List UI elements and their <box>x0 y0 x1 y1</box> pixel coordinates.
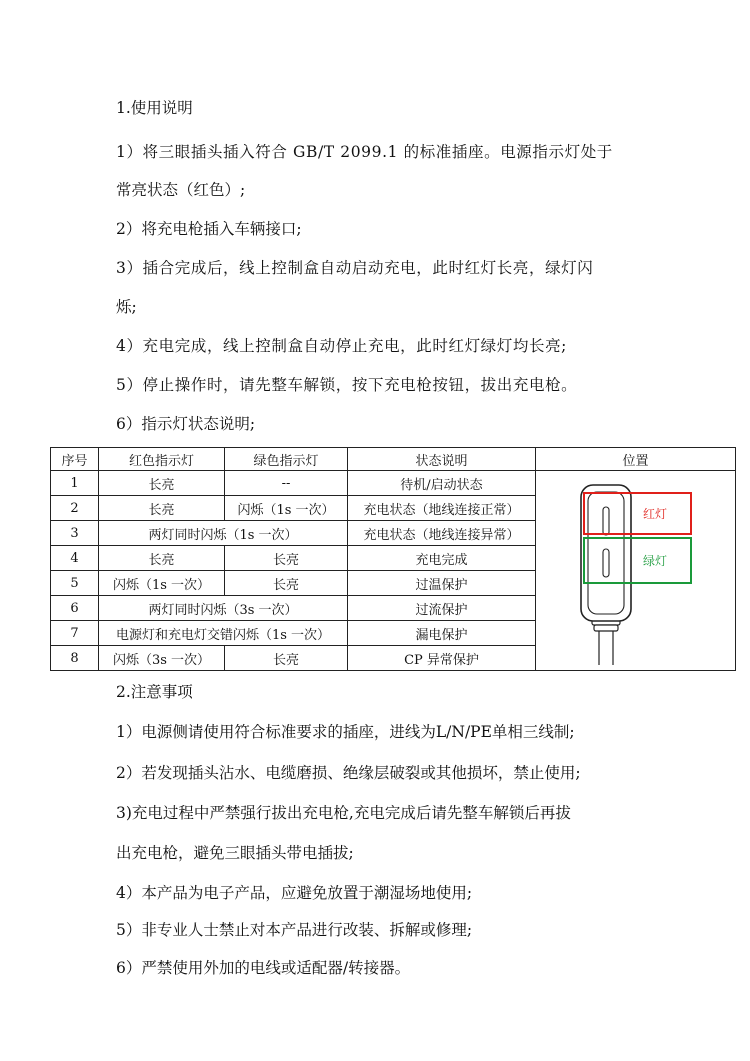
instruction-line: 常亮状态（红色）; <box>116 181 246 199</box>
cell-status: 过流保护 <box>348 596 536 621</box>
cell-no: 5 <box>51 571 99 596</box>
cell-status: 充电完成 <box>348 546 536 571</box>
cell-red: 闪烁（1s 一次） <box>99 571 225 596</box>
red-light-slot <box>603 507 609 535</box>
instruction-line: 5）停止操作时，请先整车解锁，按下充电枪按钮，拔出充电枪。 <box>116 376 578 394</box>
section1-title: 1.使用说明 <box>116 99 193 117</box>
instruction-line: 6）指示灯状态说明; <box>116 415 256 433</box>
cell-status: CP 异常保护 <box>348 646 536 671</box>
header-red: 红色指示灯 <box>99 448 225 471</box>
cell-green: 闪烁（1s 一次） <box>225 496 348 521</box>
cell-green: 长亮 <box>225 571 348 596</box>
cell-red: 闪烁（3s 一次） <box>99 646 225 671</box>
cell-no: 1 <box>51 471 99 496</box>
header-no: 序号 <box>51 448 99 471</box>
notice-line: 6）严禁使用外加的电线或适配器/转接器。 <box>116 959 411 977</box>
header-status: 状态说明 <box>348 448 536 471</box>
cell-no: 7 <box>51 621 99 646</box>
cell-status: 充电状态（地线连接异常） <box>348 521 536 546</box>
table-header-row <box>51 448 736 471</box>
indicator-status-table <box>50 447 736 671</box>
notice-line: 4）本产品为电子产品，应避免放置于潮湿场地使用; <box>116 884 473 902</box>
header-green: 绿色指示灯 <box>225 448 348 471</box>
cell-red: 长亮 <box>99 496 225 521</box>
green-light-label: 绿灯 <box>642 553 667 568</box>
cell-green: 长亮 <box>225 546 348 571</box>
instruction-line: 4）充电完成，线上控制盒自动停止充电，此时红灯绿灯均长亮; <box>116 337 567 355</box>
cell-red: 长亮 <box>99 471 225 496</box>
cell-no: 8 <box>51 646 99 671</box>
cell-status: 充电状态（地线连接正常） <box>348 496 536 521</box>
notice-line: 1）电源侧请使用符合标准要求的插座，进线为L/N/PE单相三线制; <box>116 723 575 741</box>
cell-status: 过温保护 <box>348 571 536 596</box>
instruction-line: 3）插合完成后，线上控制盒自动启动充电，此时红灯长亮，绿灯闪 <box>116 259 594 277</box>
control-box-diagram <box>561 477 711 665</box>
green-light-slot <box>603 549 609 577</box>
cell-both: 两灯同时闪烁（3s 一次） <box>99 596 348 621</box>
cell-no: 2 <box>51 496 99 521</box>
table-row <box>51 471 736 496</box>
cell-both: 电源灯和充电灯交错闪烁（1s 一次） <box>99 621 348 646</box>
header-position: 位置 <box>536 448 736 471</box>
cell-no: 3 <box>51 521 99 546</box>
cell-both: 两灯同时闪烁（1s 一次） <box>99 521 348 546</box>
cell-no: 4 <box>51 546 99 571</box>
cell-no: 6 <box>51 596 99 621</box>
instruction-line: 2）将充电枪插入车辆接口; <box>116 220 302 238</box>
notice-line: 5）非专业人士禁止对本产品进行改装、拆解或修理; <box>116 921 473 939</box>
cell-red: 长亮 <box>99 546 225 571</box>
instruction-line: 1）将三眼插头插入符合 GB/T 2099.1 的标准插座。电源指示灯处于 <box>116 143 613 161</box>
position-cell <box>536 471 736 671</box>
cell-status: 漏电保护 <box>348 621 536 646</box>
section2-title: 2.注意事项 <box>116 683 193 701</box>
notice-line: 2）若发现插头沾水、电缆磨损、绝缘层破裂或其他损坏，禁止使用; <box>116 764 581 782</box>
cell-green: 长亮 <box>225 646 348 671</box>
notice-line: 3)充电过程中严禁强行拔出充电枪,充电完成后请先整车解锁后再拔 <box>116 804 571 822</box>
red-light-label: 红灯 <box>642 506 667 521</box>
notice-line: 出充电枪，避免三眼插头带电插拔; <box>116 844 354 862</box>
cell-status: 待机/启动状态 <box>348 471 536 496</box>
cell-green: -- <box>225 471 348 496</box>
instruction-line: 烁; <box>116 298 137 316</box>
